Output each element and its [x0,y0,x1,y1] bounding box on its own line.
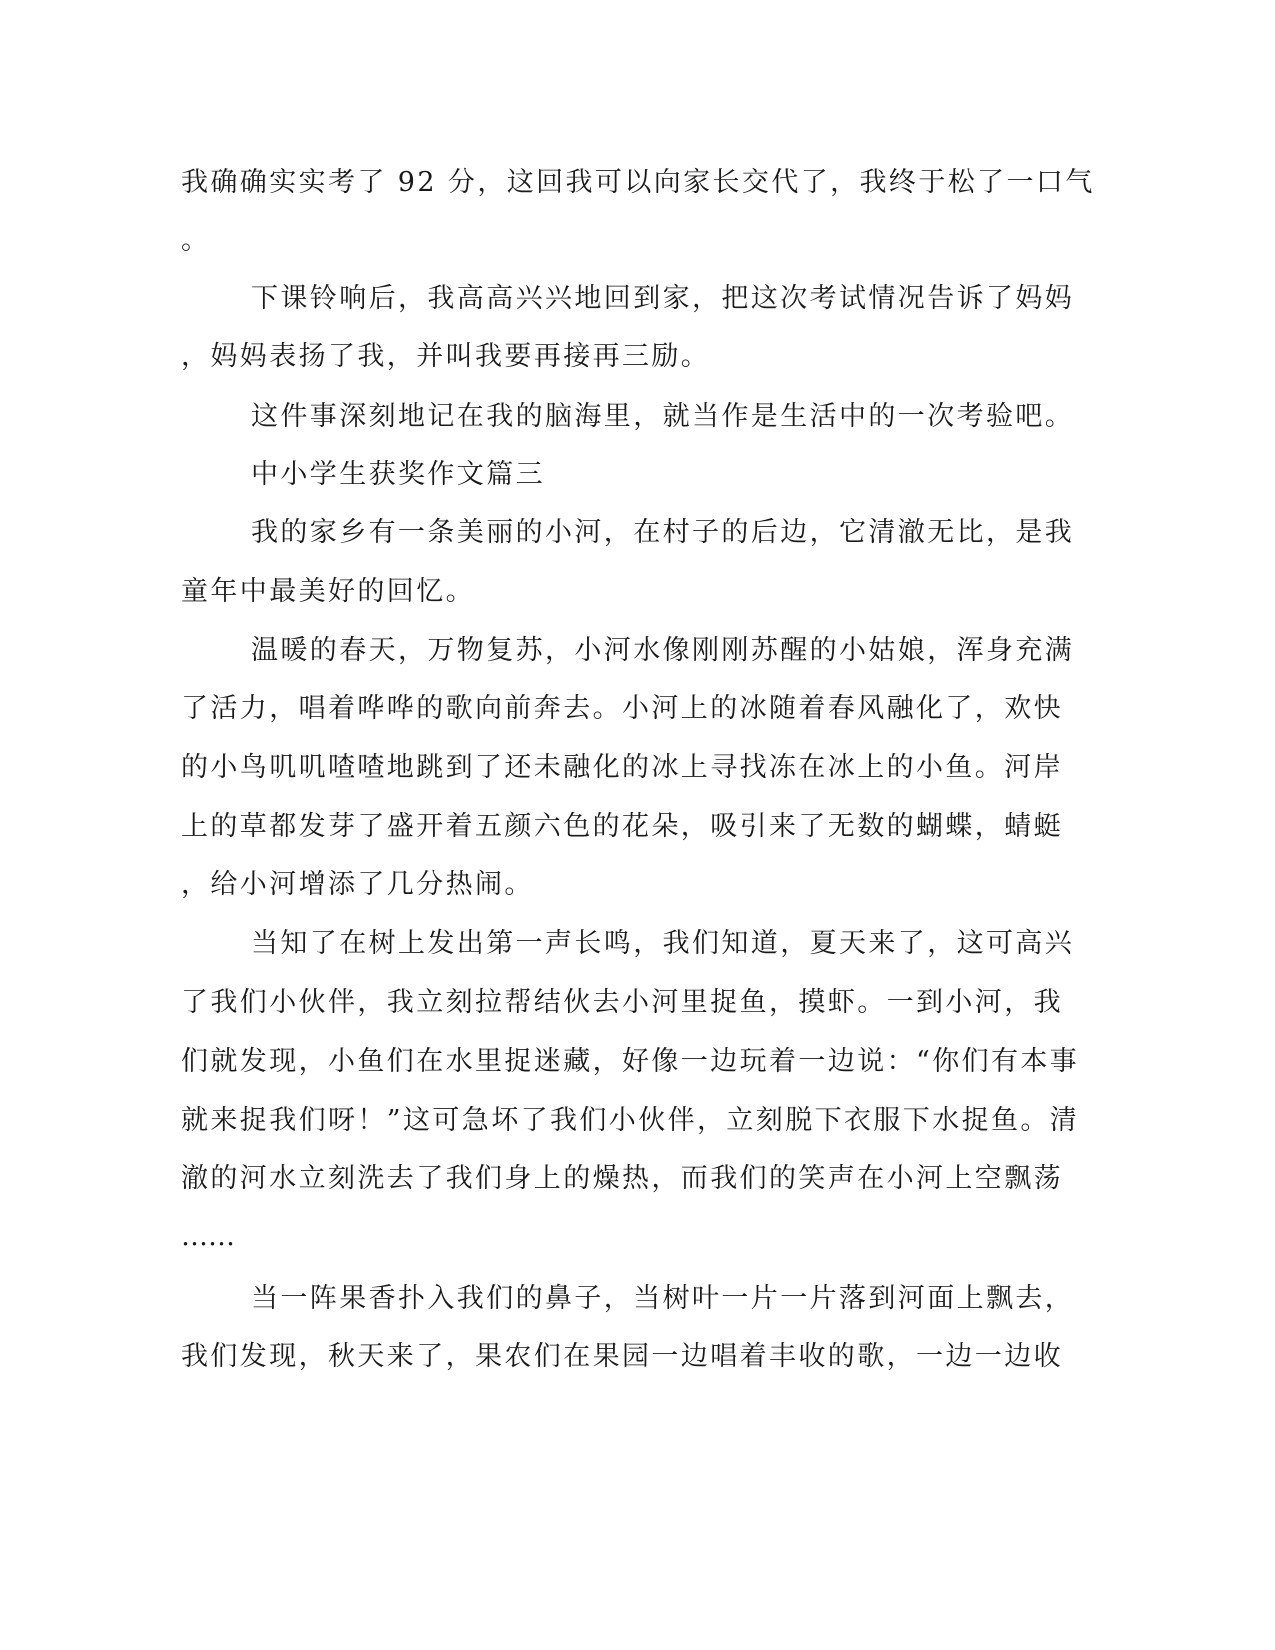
text-line: 澈的河水立刻洗去了我们身上的燥热，而我们的笑声在小河上空飘荡 [181,1163,1063,1194]
text-line: 这件事深刻地记在我的脑海里，就当作是生活中的一次考验吧。 [251,401,1075,432]
text-line: ，给小河增添了几分热闹。 [181,869,534,900]
text-line: 当知了在树上发出第一声长鸣，我们知道，夏天来了，这可高兴 [251,928,1075,959]
text-line: 。 [181,225,211,256]
text-line: 的小鸟叽叽喳喳地跳到了还未融化的冰上寻找冻在冰上的小鱼。河岸 [181,752,1063,783]
section-heading: 中小学生获奖作文篇三 [251,459,545,490]
text-line: 们就发现，小鱼们在水里捉迷藏，好像一边玩着一边说：“你们有本事 [181,1046,1080,1077]
text-line: 我们发现，秋天来了，果农们在果园一边唱着丰收的歌，一边一边收 [181,1341,1063,1372]
text-line: 温暖的春天，万物复苏，小河水像刚刚苏醒的小姑娘，浑身充满 [251,635,1075,666]
text-line: 我的家乡有一条美丽的小河，在村子的后边，它清澈无比，是我 [251,517,1075,548]
text-line: 就来捉我们呀！”这可急坏了我们小伙伴，立刻脱下衣服下水捉鱼。清 [181,1105,1080,1136]
text-line: 上的草都发芽了盛开着五颜六色的花朵，吸引来了无数的蝴蝶，蜻蜓 [181,811,1063,842]
text-line: 了活力，唱着哗哗的歌向前奔去。小河上的冰随着春风融化了，欢快 [181,693,1063,724]
text-line: 下课铃响后，我高高兴兴地回到家，把这次考试情况告诉了妈妈 [251,283,1075,314]
text-line: 了我们小伙伴，我立刻拉帮结伙去小河里捉鱼，摸虾。一到小河，我 [181,987,1063,1018]
text-line: ，妈妈表扬了我，并叫我要再接再三励。 [181,341,711,372]
text-line: …… [181,1221,235,1252]
text-line: 我确确实实考了 92 分，这回我可以向家长交代了，我终于松了一口气 [181,167,1095,198]
text-line: 当一阵果香扑入我们的鼻子，当树叶一片一片落到河面上飘去， [251,1283,1075,1314]
text-line: 童年中最美好的回忆。 [181,576,475,607]
